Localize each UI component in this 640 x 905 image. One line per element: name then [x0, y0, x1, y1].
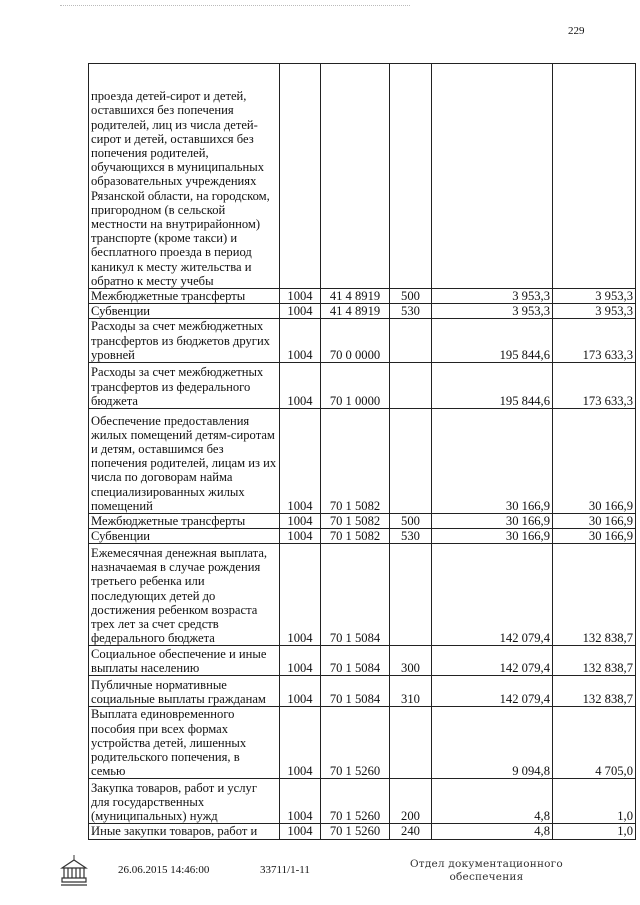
row-value-2: 1,0	[553, 824, 636, 839]
row-expense-kind	[390, 319, 432, 363]
row-name: Публичные нормативные социальные выплаты гражданам	[89, 676, 280, 707]
row-value-1: 142 079,4	[432, 676, 553, 707]
row-value-2: 132 838,7	[553, 646, 636, 676]
row-name: Выплата единовременного пособия при всех формах устройства детей, лишенных родительского попечения, в семью	[89, 707, 280, 779]
row-target-code: 70 0 0000	[321, 319, 390, 363]
row-value-1	[432, 64, 553, 289]
row-name: Социальное обеспечение и иные выплаты населению	[89, 646, 280, 676]
row-value-1: 30 166,9	[432, 529, 553, 544]
budget-table	[88, 63, 636, 840]
footer-department-stamp	[410, 858, 563, 884]
row-value-1: 3 953,3	[432, 304, 553, 319]
row-expense-kind: 530	[390, 529, 432, 544]
row-expense-kind: 310	[390, 676, 432, 707]
row-section: 1004	[280, 363, 321, 409]
row-name: Ежемесячная денежная выплата, назначаемая в случае рождения третьего ребенка или последующих детей до достижения ребенком возраста трех лет за счет средств федерального бюджета	[89, 544, 280, 646]
table-row	[89, 319, 636, 363]
row-target-code: 70 1 5082	[321, 514, 390, 529]
row-section: 1004	[280, 289, 321, 304]
row-value-1: 4,8	[432, 779, 553, 824]
row-expense-kind: 240	[390, 824, 432, 839]
row-target-code: 41 4 8919	[321, 304, 390, 319]
row-section	[280, 64, 321, 289]
row-name: Расходы за счет межбюджетных трансфертов из бюджетов других уровней	[89, 319, 280, 363]
table-row	[89, 646, 636, 676]
row-value-2: 173 633,3	[553, 319, 636, 363]
table-row	[89, 676, 636, 707]
row-section: 1004	[280, 409, 321, 514]
row-section: 1004	[280, 676, 321, 707]
row-name: Закупка товаров, работ и услуг для государственных (муниципальных) нужд	[89, 779, 280, 824]
row-name: Субвенции	[89, 304, 280, 319]
row-target-code	[321, 64, 390, 289]
duma-logo-icon	[56, 852, 92, 888]
row-expense-kind: 530	[390, 304, 432, 319]
table-row	[89, 779, 636, 824]
row-value-2: 173 633,3	[553, 363, 636, 409]
row-value-2: 30 166,9	[553, 514, 636, 529]
row-target-code: 70 1 5260	[321, 779, 390, 824]
row-target-code: 70 1 5084	[321, 646, 390, 676]
row-target-code: 70 1 5082	[321, 409, 390, 514]
row-name: Субвенции	[89, 529, 280, 544]
table-row	[89, 289, 636, 304]
table-row	[89, 514, 636, 529]
footer-datetime: 26.06.2015 14:46:00	[118, 864, 210, 876]
row-expense-kind	[390, 707, 432, 779]
table-row	[89, 409, 636, 514]
table-row	[89, 824, 636, 839]
row-section: 1004	[280, 319, 321, 363]
row-value-2	[553, 64, 636, 289]
scan-artifact-line	[60, 5, 410, 6]
row-target-code: 70 1 5084	[321, 544, 390, 646]
table-row	[89, 64, 636, 289]
row-value-1: 30 166,9	[432, 514, 553, 529]
row-section: 1004	[280, 707, 321, 779]
row-expense-kind	[390, 363, 432, 409]
row-value-2: 30 166,9	[553, 409, 636, 514]
row-value-1: 30 166,9	[432, 409, 553, 514]
row-value-2: 1,0	[553, 779, 636, 824]
row-value-1: 142 079,4	[432, 544, 553, 646]
row-target-code: 70 1 5084	[321, 676, 390, 707]
row-name: Иные закупки товаров, работ и	[89, 824, 280, 839]
row-expense-kind: 500	[390, 514, 432, 529]
row-expense-kind: 300	[390, 646, 432, 676]
row-value-1: 4,8	[432, 824, 553, 839]
row-target-code: 70 1 0000	[321, 363, 390, 409]
page-number: 229	[568, 25, 585, 37]
row-value-2: 30 166,9	[553, 529, 636, 544]
row-value-2: 4 705,0	[553, 707, 636, 779]
row-value-2: 132 838,7	[553, 544, 636, 646]
row-name: проезда детей-сирот и детей, оставшихся без попечения родителей, лиц из числа детей-сирот и детей, оставшихся без попечения родителей, обучающихся в муниципальных образовательных учреждениях Рязанской области, на городском, пригородном (в сельской местности на внутрирайонном) транспорте (кроме такси) и бесплатного проезда в период каникул к месту жительства и обратно к месту учебы	[89, 64, 280, 289]
row-section: 1004	[280, 824, 321, 839]
row-target-code: 41 4 8919	[321, 289, 390, 304]
row-section: 1004	[280, 646, 321, 676]
department-line-2: обеспечения	[449, 871, 524, 883]
row-target-code: 70 1 5260	[321, 824, 390, 839]
row-expense-kind: 500	[390, 289, 432, 304]
row-name: Межбюджетные трансферты	[89, 514, 280, 529]
row-name: Расходы за счет межбюджетных трансфертов из федерального бюджета	[89, 363, 280, 409]
table-row	[89, 363, 636, 409]
footer-doc-number: 33711/1-11	[260, 864, 310, 876]
row-value-1: 142 079,4	[432, 646, 553, 676]
row-section: 1004	[280, 544, 321, 646]
row-name: Межбюджетные трансферты	[89, 289, 280, 304]
row-value-1: 195 844,6	[432, 319, 553, 363]
table-row	[89, 304, 636, 319]
row-section: 1004	[280, 529, 321, 544]
row-value-1: 9 094,8	[432, 707, 553, 779]
row-expense-kind	[390, 409, 432, 514]
row-target-code: 70 1 5260	[321, 707, 390, 779]
table-row	[89, 529, 636, 544]
table-row	[89, 544, 636, 646]
row-value-2: 132 838,7	[553, 676, 636, 707]
row-section: 1004	[280, 779, 321, 824]
row-value-1: 3 953,3	[432, 289, 553, 304]
row-target-code: 70 1 5082	[321, 529, 390, 544]
row-value-2: 3 953,3	[553, 289, 636, 304]
row-value-1: 195 844,6	[432, 363, 553, 409]
row-section: 1004	[280, 514, 321, 529]
row-name: Обеспечение предоставления жилых помещений детям-сиротам и детям, оставшимся без попечения родителей, лицам из их числа по договорам найма специализированных жилых помещений	[89, 409, 280, 514]
row-expense-kind	[390, 544, 432, 646]
table-row	[89, 707, 636, 779]
row-expense-kind: 200	[390, 779, 432, 824]
row-value-2: 3 953,3	[553, 304, 636, 319]
row-expense-kind	[390, 64, 432, 289]
row-section: 1004	[280, 304, 321, 319]
department-line-1: Отдел документационного	[410, 858, 563, 870]
